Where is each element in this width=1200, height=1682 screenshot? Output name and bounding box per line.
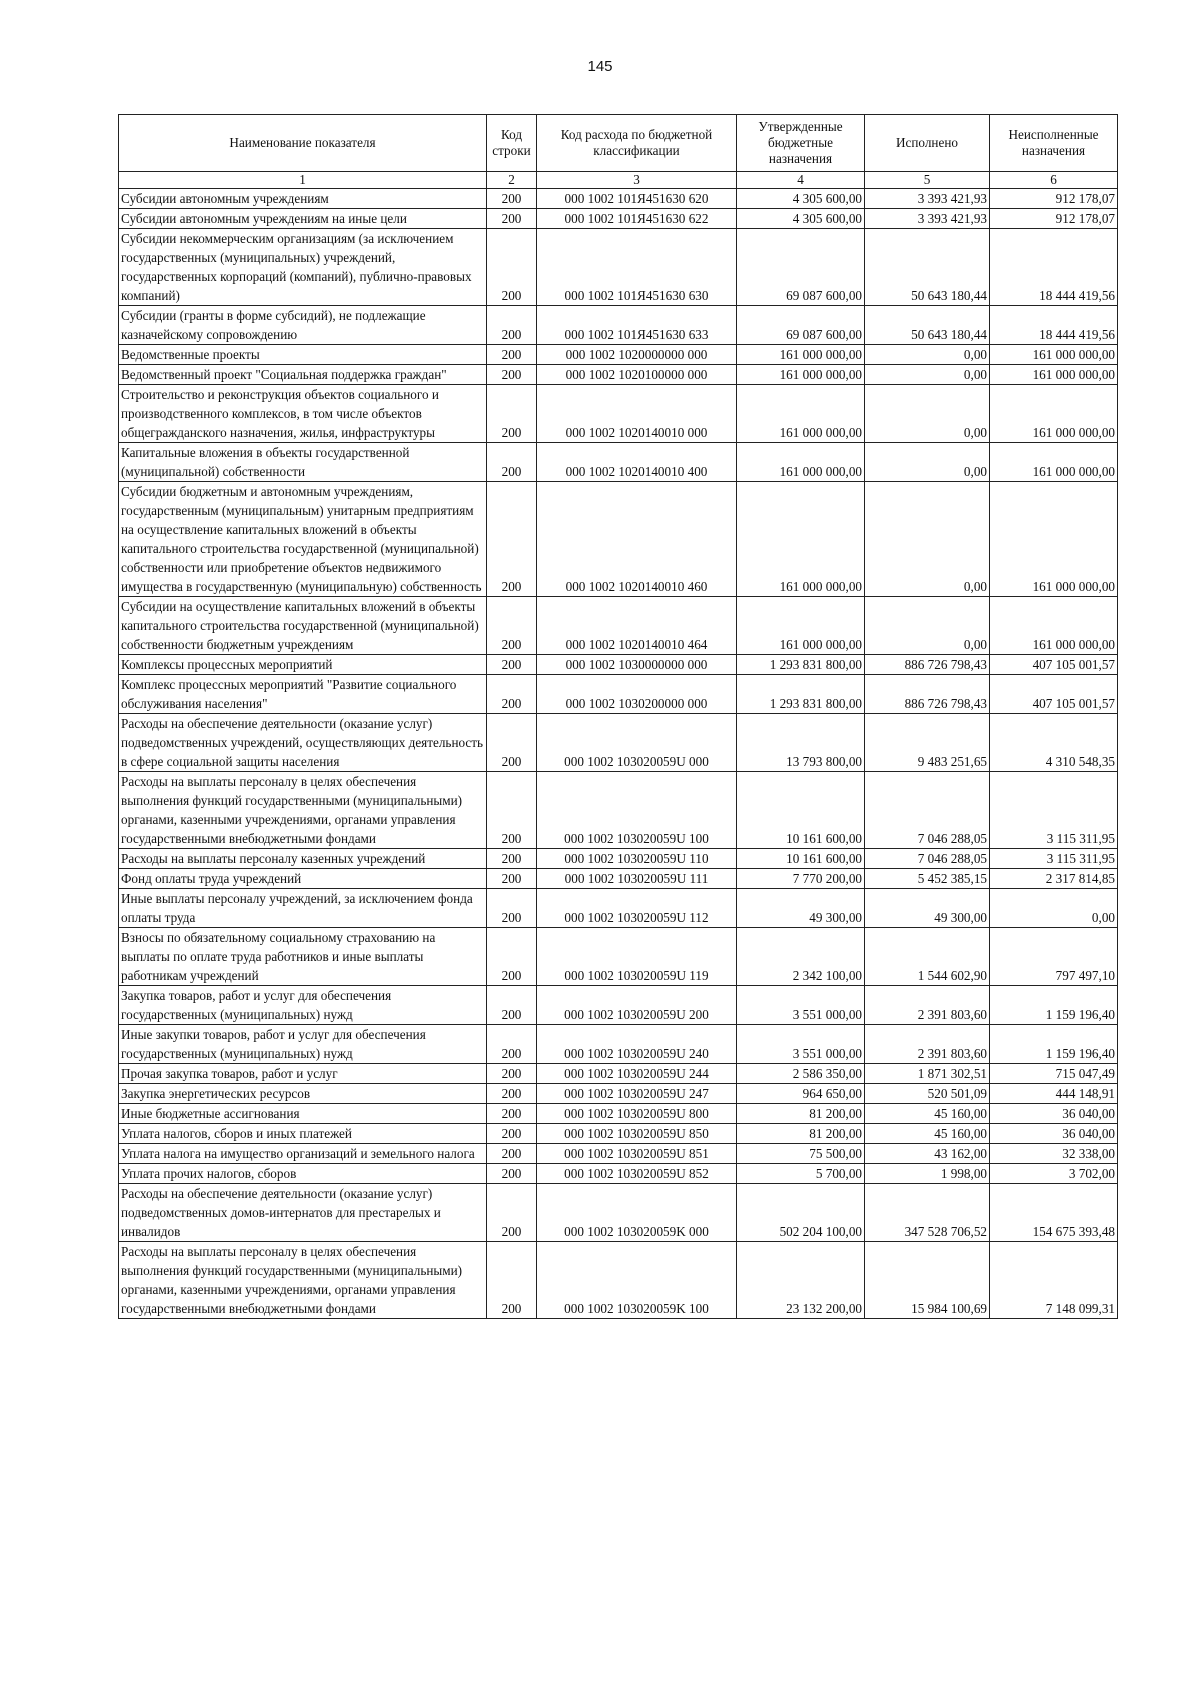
indicator-name: Фонд оплаты труда учреждений [119,869,487,889]
executed-amount: 7 046 288,05 [865,849,990,869]
column-number: 4 [737,172,865,189]
line-code: 200 [487,1164,537,1184]
table-row [119,229,1118,306]
line-code: 200 [487,1084,537,1104]
executed-amount: 0,00 [865,365,990,385]
table-row [119,1164,1118,1184]
remaining-amount: 1 159 196,40 [990,1025,1118,1064]
executed-amount: 1 871 302,51 [865,1064,990,1084]
budget-code: 000 1002 103020059U 240 [537,1025,737,1064]
remaining-amount: 18 444 419,56 [990,306,1118,345]
line-code: 200 [487,714,537,772]
line-code: 200 [487,597,537,655]
column-number: 3 [537,172,737,189]
table-row [119,714,1118,772]
remaining-amount: 715 047,49 [990,1064,1118,1084]
table-row [119,869,1118,889]
line-code: 200 [487,655,537,675]
indicator-name: Расходы на обеспечение деятельности (оказание услуг) подведомственных учреждений, осуществляющих деятельность в сфере социальной защиты населения [119,714,487,772]
table-row [119,482,1118,597]
approved-amount: 161 000 000,00 [737,365,865,385]
indicator-name: Иные бюджетные ассигнования [119,1104,487,1124]
line-code: 200 [487,345,537,365]
executed-amount: 347 528 706,52 [865,1184,990,1242]
executed-amount: 886 726 798,43 [865,655,990,675]
executed-amount: 5 452 385,15 [865,869,990,889]
budget-code: 000 1002 1020140010 464 [537,597,737,655]
column-number: 5 [865,172,990,189]
approved-amount: 10 161 600,00 [737,849,865,869]
remaining-amount: 4 310 548,35 [990,714,1118,772]
budget-code: 000 1002 103020059U 119 [537,928,737,986]
approved-amount: 161 000 000,00 [737,345,865,365]
indicator-name: Закупка товаров, работ и услуг для обеспечения государственных (муниципальных) нужд [119,986,487,1025]
table-row [119,849,1118,869]
executed-amount: 7 046 288,05 [865,772,990,849]
budget-code: 000 1002 103020059U 110 [537,849,737,869]
indicator-name: Расходы на выплаты персоналу в целях обеспечения выполнения функций государственными (муниципальными) органами, казенными учреждениями, органами управления государственными внебюджетными фондами [119,1242,487,1319]
header-indicator-name: Наименование показателя [119,115,487,172]
table-row [119,675,1118,714]
executed-amount: 43 162,00 [865,1144,990,1164]
approved-amount: 4 305 600,00 [737,189,865,209]
executed-amount: 0,00 [865,345,990,365]
executed-amount: 0,00 [865,482,990,597]
approved-amount: 2 342 100,00 [737,928,865,986]
remaining-amount: 1 159 196,40 [990,986,1118,1025]
line-code: 200 [487,365,537,385]
column-number: 2 [487,172,537,189]
remaining-amount: 161 000 000,00 [990,443,1118,482]
approved-amount: 1 293 831 800,00 [737,675,865,714]
table-row [119,1025,1118,1064]
table-row [119,986,1118,1025]
indicator-name: Субсидии (гранты в форме субсидий), не подлежащие казначейскому сопровождению [119,306,487,345]
approved-amount: 161 000 000,00 [737,597,865,655]
approved-amount: 10 161 600,00 [737,772,865,849]
table-row [119,928,1118,986]
budget-code: 000 1002 103020059U 100 [537,772,737,849]
approved-amount: 69 087 600,00 [737,229,865,306]
table-row [119,1064,1118,1084]
table-row [119,655,1118,675]
table-row [119,1184,1118,1242]
table-row [119,365,1118,385]
table-row [119,209,1118,229]
line-code: 200 [487,1242,537,1319]
table-header-row [119,115,1118,172]
line-code: 200 [487,189,537,209]
line-code: 200 [487,772,537,849]
approved-amount: 964 650,00 [737,1084,865,1104]
indicator-name: Уплата налога на имущество организаций и земельного налога [119,1144,487,1164]
remaining-amount: 797 497,10 [990,928,1118,986]
header-executed: Исполнено [865,115,990,172]
table-row [119,385,1118,443]
indicator-name: Уплата налогов, сборов и иных платежей [119,1124,487,1144]
budget-code: 000 1002 1020140010 400 [537,443,737,482]
approved-amount: 75 500,00 [737,1144,865,1164]
approved-amount: 23 132 200,00 [737,1242,865,1319]
approved-amount: 69 087 600,00 [737,306,865,345]
budget-code: 000 1002 1020100000 000 [537,365,737,385]
indicator-name: Прочая закупка товаров, работ и услуг [119,1064,487,1084]
remaining-amount: 407 105 001,57 [990,675,1118,714]
budget-code: 000 1002 103020059U 851 [537,1144,737,1164]
indicator-name: Расходы на выплаты персоналу в целях обеспечения выполнения функций государственными (муниципальными) органами, казенными учреждениями, органами управления государственными внебюджетными фондами [119,772,487,849]
indicator-name: Иные закупки товаров, работ и услуг для обеспечения государственных (муниципальных) нужд [119,1025,487,1064]
table-row [119,889,1118,928]
approved-amount: 81 200,00 [737,1124,865,1144]
approved-amount: 3 551 000,00 [737,1025,865,1064]
approved-amount: 502 204 100,00 [737,1184,865,1242]
budget-code: 000 1002 103020059U 200 [537,986,737,1025]
table-row [119,597,1118,655]
line-code: 200 [487,443,537,482]
budget-code: 000 1002 103020059U 112 [537,889,737,928]
remaining-amount: 444 148,91 [990,1084,1118,1104]
line-code: 200 [487,482,537,597]
indicator-name: Комплекс процессных мероприятий "Развитие социального обслуживания населения" [119,675,487,714]
approved-amount: 1 293 831 800,00 [737,655,865,675]
executed-amount: 50 643 180,44 [865,306,990,345]
line-code: 200 [487,928,537,986]
indicator-name: Иные выплаты персоналу учреждений, за исключением фонда оплаты труда [119,889,487,928]
remaining-amount: 36 040,00 [990,1124,1118,1144]
line-code: 200 [487,385,537,443]
indicator-name: Взносы по обязательному социальному страхованию на выплаты по оплате труда работников и иные выплаты работникам учреждений [119,928,487,986]
remaining-amount: 154 675 393,48 [990,1184,1118,1242]
table-row [119,345,1118,365]
budget-code: 000 1002 1020140010 000 [537,385,737,443]
indicator-name: Субсидии на осуществление капитальных вложений в объекты капитального строительства государственной (муниципальной) собственности бюджетным учреждениям [119,597,487,655]
remaining-amount: 161 000 000,00 [990,482,1118,597]
executed-amount: 0,00 [865,597,990,655]
remaining-amount: 407 105 001,57 [990,655,1118,675]
remaining-amount: 161 000 000,00 [990,365,1118,385]
indicator-name: Уплата прочих налогов, сборов [119,1164,487,1184]
indicator-name: Строительство и реконструкция объектов социального и производственного комплексов, в том числе объектов общегражданского назначения, жилья, инфраструктуры [119,385,487,443]
indicator-name: Ведомственный проект "Социальная поддержка граждан" [119,365,487,385]
budget-code: 000 1002 101Я451630 620 [537,189,737,209]
line-code: 200 [487,1064,537,1084]
line-code: 200 [487,1025,537,1064]
budget-code: 000 1002 101Я451630 633 [537,306,737,345]
executed-amount: 3 393 421,93 [865,209,990,229]
executed-amount: 3 393 421,93 [865,189,990,209]
executed-amount: 0,00 [865,443,990,482]
remaining-amount: 3 115 311,95 [990,849,1118,869]
table-row [119,1242,1118,1319]
budget-execution-table [118,114,1118,1319]
budget-code: 000 1002 101Я451630 622 [537,209,737,229]
approved-amount: 7 770 200,00 [737,869,865,889]
line-code: 200 [487,849,537,869]
indicator-name: Капитальные вложения в объекты государственной (муниципальной) собственности [119,443,487,482]
header-budget-code: Код расхода по бюджетной классификации [537,115,737,172]
line-code: 200 [487,889,537,928]
approved-amount: 13 793 800,00 [737,714,865,772]
remaining-amount: 912 178,07 [990,209,1118,229]
line-code: 200 [487,306,537,345]
executed-amount: 0,00 [865,385,990,443]
line-code: 200 [487,675,537,714]
indicator-name: Субсидии бюджетным и автономным учреждениям, государственным (муниципальным) унитарным предприятиям на осуществление капитальных вложений в объекты капитального строительства государственной (муниципальной) собственности или приобретение объектов недвижимого имущества в государственную (муниципальную) собственность [119,482,487,597]
table-row [119,772,1118,849]
budget-code: 000 1002 103020059U 247 [537,1084,737,1104]
table-row [119,306,1118,345]
approved-amount: 49 300,00 [737,889,865,928]
remaining-amount: 0,00 [990,889,1118,928]
budget-code: 000 1002 1020000000 000 [537,345,737,365]
budget-code: 000 1002 101Я451630 630 [537,229,737,306]
line-code: 200 [487,209,537,229]
indicator-name: Закупка энергетических ресурсов [119,1084,487,1104]
budget-code: 000 1002 1020140010 460 [537,482,737,597]
executed-amount: 1 544 602,90 [865,928,990,986]
budget-code: 000 1002 103020059U 850 [537,1124,737,1144]
indicator-name: Субсидии автономным учреждениям [119,189,487,209]
approved-amount: 161 000 000,00 [737,385,865,443]
table-row [119,189,1118,209]
executed-amount: 45 160,00 [865,1124,990,1144]
budget-code: 000 1002 1030200000 000 [537,675,737,714]
indicator-name: Комплексы процессных мероприятий [119,655,487,675]
header-remaining: Неисполненные назначения [990,115,1118,172]
column-number: 6 [990,172,1118,189]
header-approved: Утвержденные бюджетные назначения [737,115,865,172]
indicator-name: Субсидии автономным учреждениям на иные цели [119,209,487,229]
line-code: 200 [487,229,537,306]
executed-amount: 9 483 251,65 [865,714,990,772]
remaining-amount: 7 148 099,31 [990,1242,1118,1319]
remaining-amount: 161 000 000,00 [990,597,1118,655]
table-row [119,443,1118,482]
executed-amount: 520 501,09 [865,1084,990,1104]
line-code: 200 [487,1104,537,1124]
header-line-code: Код строки [487,115,537,172]
approved-amount: 5 700,00 [737,1164,865,1184]
line-code: 200 [487,1144,537,1164]
approved-amount: 2 586 350,00 [737,1064,865,1084]
budget-code: 000 1002 103020059K 100 [537,1242,737,1319]
executed-amount: 886 726 798,43 [865,675,990,714]
budget-code: 000 1002 1030000000 000 [537,655,737,675]
executed-amount: 15 984 100,69 [865,1242,990,1319]
budget-code: 000 1002 103020059U 852 [537,1164,737,1184]
executed-amount: 2 391 803,60 [865,1025,990,1064]
remaining-amount: 36 040,00 [990,1104,1118,1124]
remaining-amount: 3 702,00 [990,1164,1118,1184]
indicator-name: Ведомственные проекты [119,345,487,365]
table-row [119,1084,1118,1104]
approved-amount: 161 000 000,00 [737,443,865,482]
remaining-amount: 18 444 419,56 [990,229,1118,306]
page-number: 145 [587,58,613,75]
table-row [119,1104,1118,1124]
executed-amount: 45 160,00 [865,1104,990,1124]
line-code: 200 [487,1184,537,1242]
line-code: 200 [487,869,537,889]
approved-amount: 81 200,00 [737,1104,865,1124]
executed-amount: 1 998,00 [865,1164,990,1184]
column-number: 1 [119,172,487,189]
approved-amount: 3 551 000,00 [737,986,865,1025]
budget-code: 000 1002 103020059K 000 [537,1184,737,1242]
remaining-amount: 2 317 814,85 [990,869,1118,889]
remaining-amount: 3 115 311,95 [990,772,1118,849]
executed-amount: 50 643 180,44 [865,229,990,306]
line-code: 200 [487,986,537,1025]
indicator-name: Расходы на выплаты персоналу казенных учреждений [119,849,487,869]
table-row [119,1144,1118,1164]
indicator-name: Субсидии некоммерческим организациям (за исключением государственных (муниципальных) учреждений, государственных корпораций (компаний), публично-правовых компаний) [119,229,487,306]
line-code: 200 [487,1124,537,1144]
executed-amount: 2 391 803,60 [865,986,990,1025]
approved-amount: 161 000 000,00 [737,482,865,597]
column-numbers-row [119,172,1118,189]
budget-code: 000 1002 103020059U 111 [537,869,737,889]
budget-code: 000 1002 103020059U 800 [537,1104,737,1124]
remaining-amount: 161 000 000,00 [990,385,1118,443]
executed-amount: 49 300,00 [865,889,990,928]
budget-code: 000 1002 103020059U 000 [537,714,737,772]
remaining-amount: 161 000 000,00 [990,345,1118,365]
remaining-amount: 912 178,07 [990,189,1118,209]
approved-amount: 4 305 600,00 [737,209,865,229]
table-row [119,1124,1118,1144]
budget-code: 000 1002 103020059U 244 [537,1064,737,1084]
remaining-amount: 32 338,00 [990,1144,1118,1164]
indicator-name: Расходы на обеспечение деятельности (оказание услуг) подведомственных домов-интернатов для престарелых и инвалидов [119,1184,487,1242]
